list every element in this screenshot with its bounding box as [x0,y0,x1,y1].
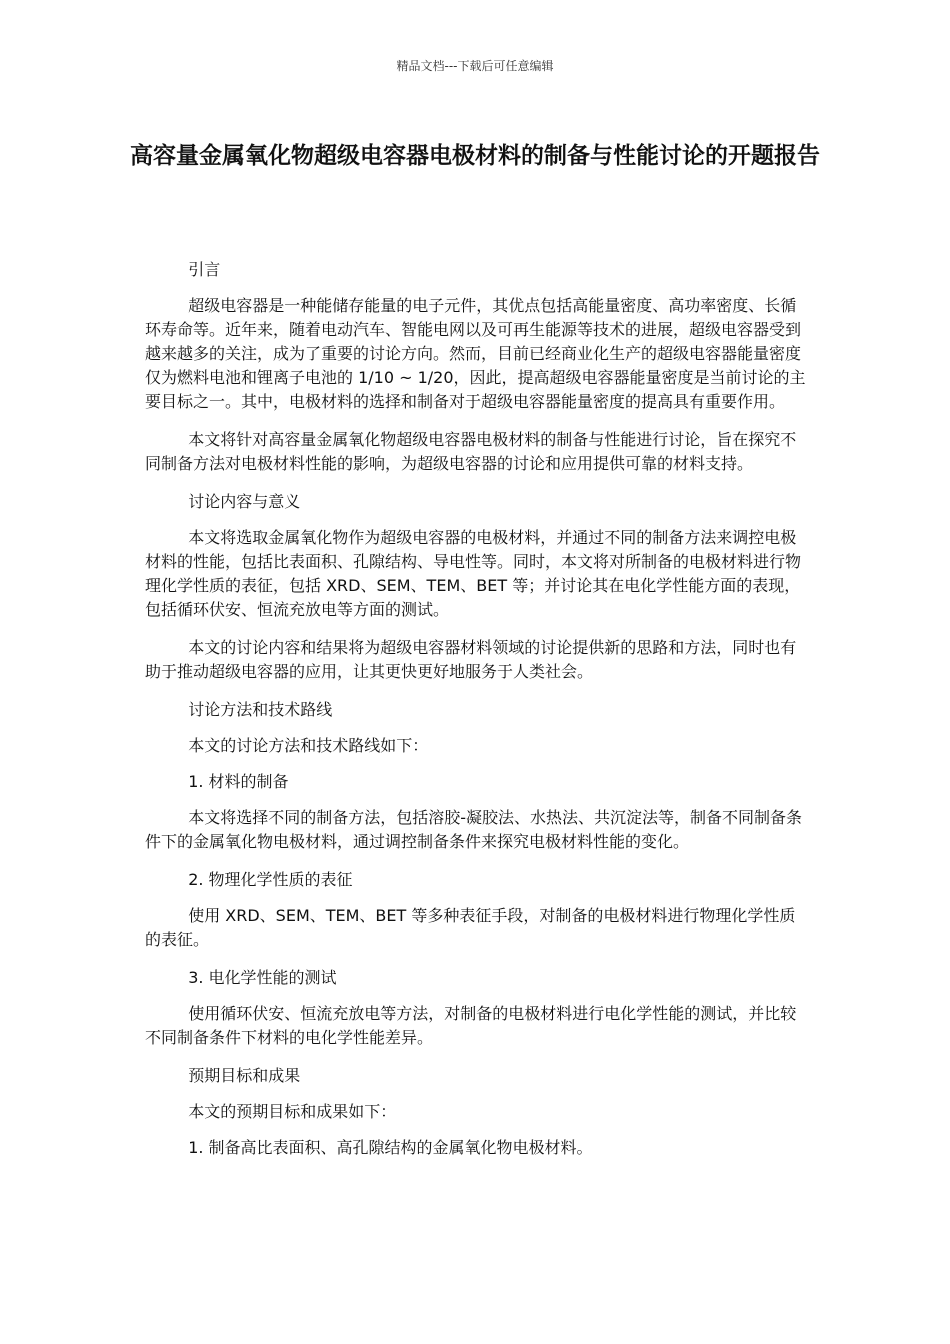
paragraph: 超级电容器是一种能储存能量的电子元件，其优点包括高能量密度、高功率密度、长循环寿命等。近年来，随着电动汽车、智能电网以及可再生能源等技术的进展，超级电容器受到越来越多的关注，成为了重要的讨论方向。然而，目前已经商业化生产的超级电容器能量密度仅为燃料电池和锂离子电池的 1/10 ~ 1/20，因此，提高超级电容器能量密度是当前讨论的主要目标之一。其中，电极材料的选择和制备对于超级电容器能量密度的提高具有重要作用。 [145,296,806,411]
paragraph: 本文将选择不同的制备方法，包括溶胶-凝胶法、水热法、共沉淀法等，制备不同制备条件下的金属氧化物电极材料，通过调控制备条件来探究电极材料性能的变化。 [145,808,802,851]
list-item-heading: 2. 物理化学性质的表征 [188,870,353,889]
paragraph: 本文的讨论方法和技术路线如下： [188,736,429,755]
section-heading-content: 讨论内容与意义 [188,492,301,511]
paragraph: 本文的讨论内容和结果将为超级电容器材料领域的讨论提供新的思路和方法，同时也有助于推动超级电容器的应用，让其更快更好地服务于人类社会。 [145,638,797,681]
header-watermark: 精品文档---下载后可任意编辑 [396,59,554,73]
list-item-heading: 1. 制备高比表面积、高孔隙结构的金属氧化物电极材料。 [188,1138,593,1157]
section-heading-goals: 预期目标和成果 [188,1066,301,1085]
paragraph: 本文将选取金属氧化物作为超级电容器的电极材料，并通过不同的制备方法来调控电极材料的性能，包括比表面积、孔隙结构、导电性等。同时，本文将对所制备的电极材料进行物理化学性质的表征，包括 XRD、SEM、TEM、BET 等；并讨论其在电化学性能方面的表现，包括循环伏安、恒流充放电等方面的测试。 [145,528,802,619]
paragraph: 使用 XRD、SEM、TEM、BET 等多种表征手段，对制备的电极材料进行物理化学性质的表征。 [145,906,796,949]
paragraph: 使用循环伏安、恒流充放电等方法，对制备的电极材料进行电化学性能的测试，并比较不同制备条件下材料的电化学性能差异。 [145,1004,797,1047]
paragraph: 本文的预期目标和成果如下： [188,1102,397,1121]
section-heading-methods: 讨论方法和技术路线 [188,700,333,719]
document-body [145,258,810,1172]
section-heading-intro: 引言 [188,260,221,279]
list-item-heading: 1. 材料的制备 [188,772,289,791]
paragraph: 本文将针对高容量金属氧化物超级电容器电极材料的制备与性能进行讨论，旨在探究不同制备方法对电极材料性能的影响，为超级电容器的讨论和应用提供可靠的材料支持。 [145,430,797,473]
list-item-heading: 3. 电化学性能的测试 [188,968,337,987]
document-title: 高容量金属氧化物超级电容器电极材料的制备与性能讨论的开题报告 [130,143,820,169]
